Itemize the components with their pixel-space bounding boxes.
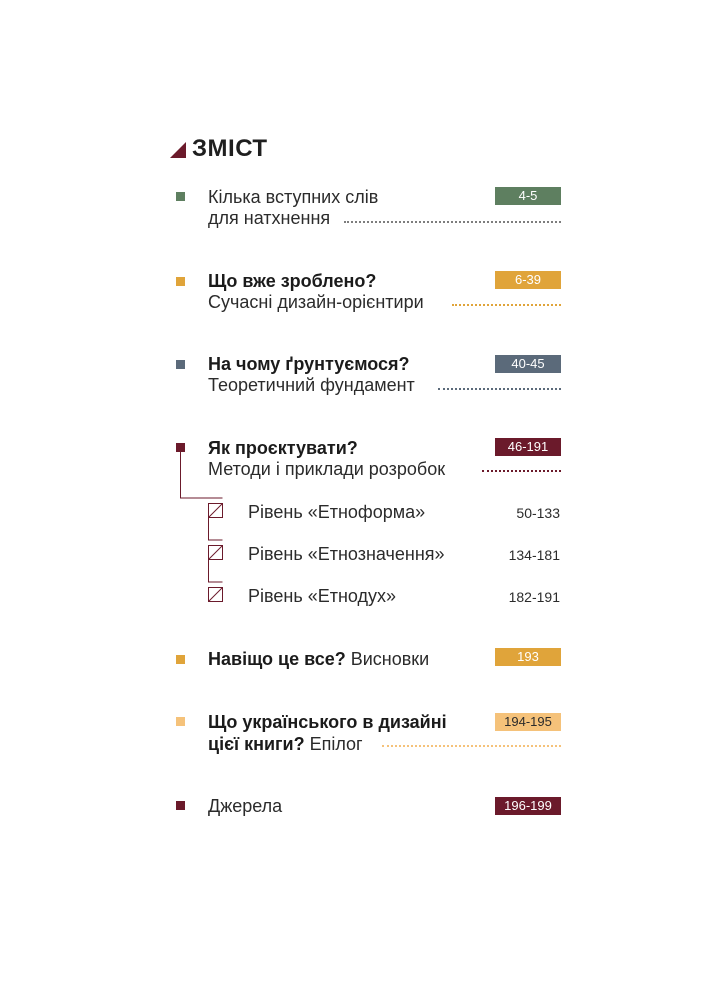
entry-5-page-badge[interactable]: 193 bbox=[495, 648, 561, 666]
sublevel-2-label: Рівень «Етнозначення» bbox=[248, 544, 445, 564]
entry-2-page-badge[interactable]: 6-39 bbox=[495, 271, 561, 289]
entry-5-bullet-icon bbox=[176, 655, 185, 664]
sublevel-1-label: Рівень «Етноформа» bbox=[248, 502, 426, 522]
entry-3-line2: Теоретичний фундамент bbox=[208, 375, 415, 395]
entry-5-subtitle: Висновки bbox=[345, 649, 430, 669]
sublevel-3-pages[interactable]: 182-191 bbox=[508, 589, 560, 605]
entry-2-line1: Що вже зроблено? bbox=[208, 271, 377, 291]
entry-3-line1: На чому ґрунтуємося? bbox=[208, 354, 410, 374]
entry-1-line2: для натхнення bbox=[208, 208, 331, 228]
entry-7-line1: Джерела bbox=[208, 796, 283, 816]
entry-5-line bbox=[208, 648, 429, 670]
entry-4-page-badge[interactable]: 46-191 bbox=[495, 438, 561, 456]
toc-title: ЗМІСТ bbox=[192, 135, 268, 162]
entry-6-line1: Що українського в дизайні bbox=[208, 712, 447, 732]
entry-2-line2: Сучасні дизайн-орієнтири bbox=[208, 292, 424, 312]
entry-3-page-badge[interactable]: 40-45 bbox=[495, 355, 561, 373]
entry-6-line2 bbox=[208, 733, 363, 755]
entry-6-line2-subtitle: Епілог bbox=[304, 734, 363, 754]
sublevel-2-pages[interactable]: 134-181 bbox=[508, 547, 560, 563]
entry-6-line2-title: цієї книги? bbox=[208, 734, 305, 754]
entry-4-line2: Методи і приклади розробок bbox=[208, 459, 446, 479]
sublevel-1-pages[interactable]: 50-133 bbox=[516, 505, 560, 521]
entry-6-leader-dots bbox=[382, 745, 561, 747]
entry-6-bullet-icon bbox=[176, 717, 185, 726]
sublevel-3-label: Рівень «Етнодух» bbox=[248, 586, 397, 606]
entry-1-line1: Кілька вступних слів bbox=[208, 187, 379, 207]
entry-6-page-badge[interactable]: 194-195 bbox=[495, 713, 561, 731]
entry-7-page-badge[interactable]: 196-199 bbox=[495, 797, 561, 815]
entry-1-page-badge[interactable]: 4-5 bbox=[495, 187, 561, 205]
entry-7-bullet-icon bbox=[176, 801, 185, 810]
entry-4-line1: Як проєктувати? bbox=[208, 438, 358, 458]
entry-5-title: Навіщо це все? bbox=[208, 649, 346, 669]
